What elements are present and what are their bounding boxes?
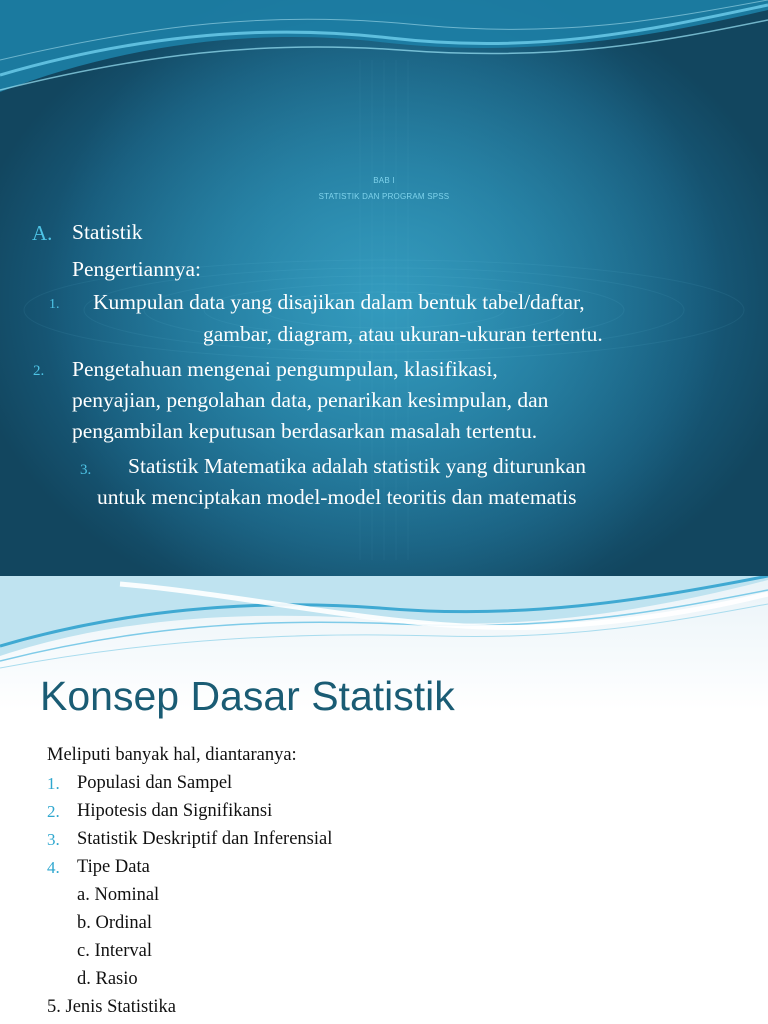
- decorative-waves-top: [0, 576, 768, 686]
- list-number: 1.: [49, 297, 60, 312]
- list-number: 2.: [47, 802, 60, 821]
- list-item-line: Kumpulan data yang disajikan dalam bentuk tabel/daftar,: [93, 290, 585, 314]
- list-number: 3.: [47, 830, 60, 849]
- list-item-line: gambar, diagram, atau ukuran-ukuran tertentu.: [203, 322, 603, 346]
- section-marker: A.: [32, 221, 53, 245]
- list-number: 4.: [47, 858, 60, 877]
- list-item: 5. Jenis Statistika: [47, 997, 176, 1017]
- sub-item: a. Nominal: [77, 885, 160, 905]
- section-title: Statistik: [72, 220, 143, 244]
- list-item: Statistik Deskriptif dan Inferensial: [77, 829, 333, 849]
- sub-item: c. Interval: [77, 941, 152, 961]
- slide-1-title: STATISTIK DAN PROGRAM SPSS: [318, 192, 450, 201]
- intro-text: Meliputi banyak hal, diantaranya:: [47, 745, 297, 765]
- sub-item: d. Rasio: [77, 969, 138, 989]
- list-item: Populasi dan Sampel: [77, 773, 233, 793]
- list-item-line: penyajian, pengolahan data, penarikan kesimpulan, dan: [72, 388, 549, 412]
- list-number: 3.: [80, 462, 92, 478]
- list-item: Hipotesis dan Signifikansi: [77, 801, 273, 821]
- list-item-line: pengambilan keputusan berdasarkan masalah tertentu.: [72, 419, 538, 443]
- subheading: Pengertiannya:: [72, 257, 201, 281]
- list-item-line: Statistik Matematika adalah statistik yang diturunkan: [128, 454, 586, 478]
- slide-2-title: Konsep Dasar Statistik: [40, 673, 455, 719]
- list-number: 1.: [47, 774, 60, 793]
- slide-2: [0, 576, 768, 1024]
- list-item: Tipe Data: [77, 857, 150, 877]
- list-item-line: Pengetahuan mengenai pengumpulan, klasifikasi,: [72, 357, 498, 381]
- sub-item: b. Ordinal: [77, 913, 153, 933]
- list-item-line: untuk menciptakan model-model teoritis dan matematis: [97, 485, 577, 509]
- slide-1-chapter: BAB I: [373, 176, 395, 185]
- list-number: 2.: [33, 363, 45, 379]
